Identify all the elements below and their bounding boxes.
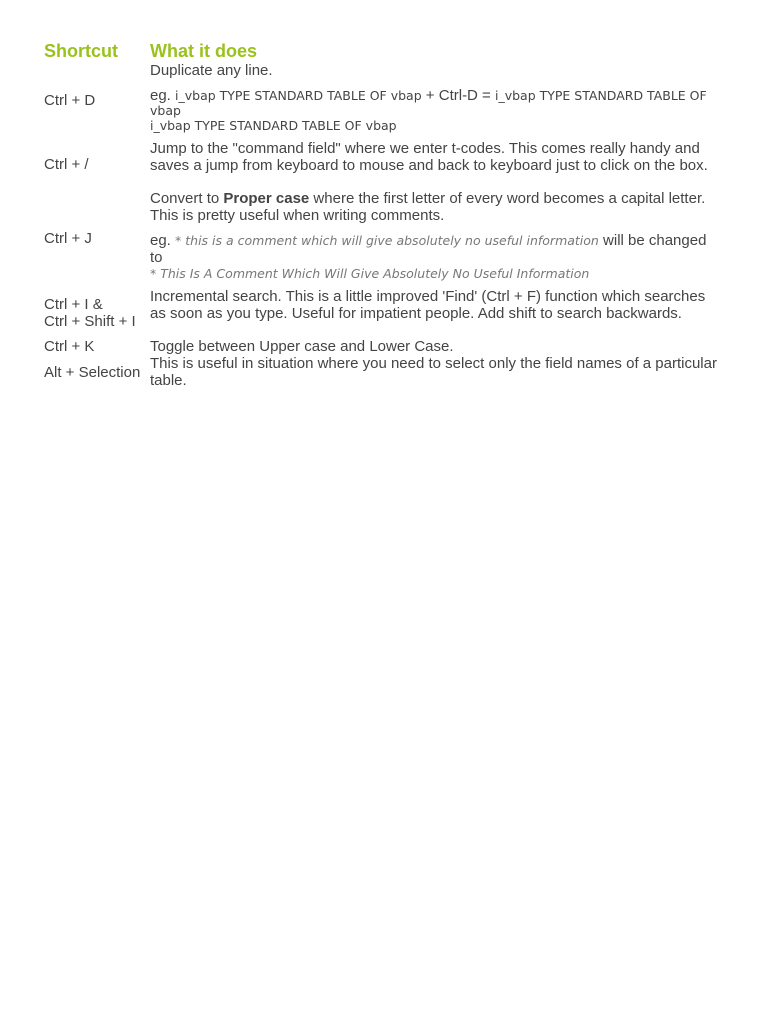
code-snippet: i_vbap TYPE STANDARD TABLE OF vbap [150,87,707,118]
comment-after: * This Is A Comment Which Will Give Absolutely No Useful Information [150,266,590,281]
column-header-what-it-does: What it does [150,41,257,61]
example-prefix: eg. [150,86,176,104]
description-alt-selection: This is useful in situation where you need to select only the field names of a particular table. [150,355,717,389]
example-line [150,233,720,266]
shortcut-ctrl-slash: Ctrl + / [44,156,89,173]
shortcut-line: Ctrl + I & [44,296,103,313]
shortcut-ctrl-j: Ctrl + J [44,230,92,247]
description-suffix: where the first letter of every word becomes a capital letter. This is pretty useful when writing comments. [150,190,706,224]
description-prefix: Convert to [150,190,224,207]
description-ctrl-d [150,63,720,133]
description-line: Duplicate any line. [150,62,273,79]
shortcut-ctrl-k: Ctrl + K [44,338,95,355]
description-text [150,191,720,224]
operator-text: + Ctrl-D = [421,86,495,104]
shortcut-ctrl-i [44,297,148,330]
column-header-shortcut: Shortcut [44,41,118,61]
code-snippet: i_vbap TYPE STANDARD TABLE OF vbap [175,87,422,103]
shortcut-alt-selection: Alt + Selection [44,364,141,381]
changed-to-text: will be changed to [150,232,707,266]
example-line [150,88,720,118]
shortcut-ctrl-d: Ctrl + D [44,92,96,109]
description-ctrl-j [150,191,720,281]
comment-before: * this is a comment which will give absolutely no useful information [175,233,599,248]
code-snippet: i_vbap TYPE STANDARD TABLE OF vbap [150,117,397,133]
example-prefix: eg. [150,232,176,249]
proper-case-term: Proper case [223,190,310,207]
shortcut-line: Ctrl + Shift + I [44,312,136,330]
description-ctrl-slash: Jump to the "command field" where we enter t-codes. This comes really handy and saves a jump from keyboard to mouse and back to keyboard just to click on the box. [150,140,708,174]
description-ctrl-i: Incremental search. This is a little improved 'Find' (Ctrl + F) function which searches as soon as you type. Useful for impatient people. Add shift to search backwards. [150,288,706,322]
description-ctrl-k: Toggle between Upper case and Lower Case. [150,338,454,355]
